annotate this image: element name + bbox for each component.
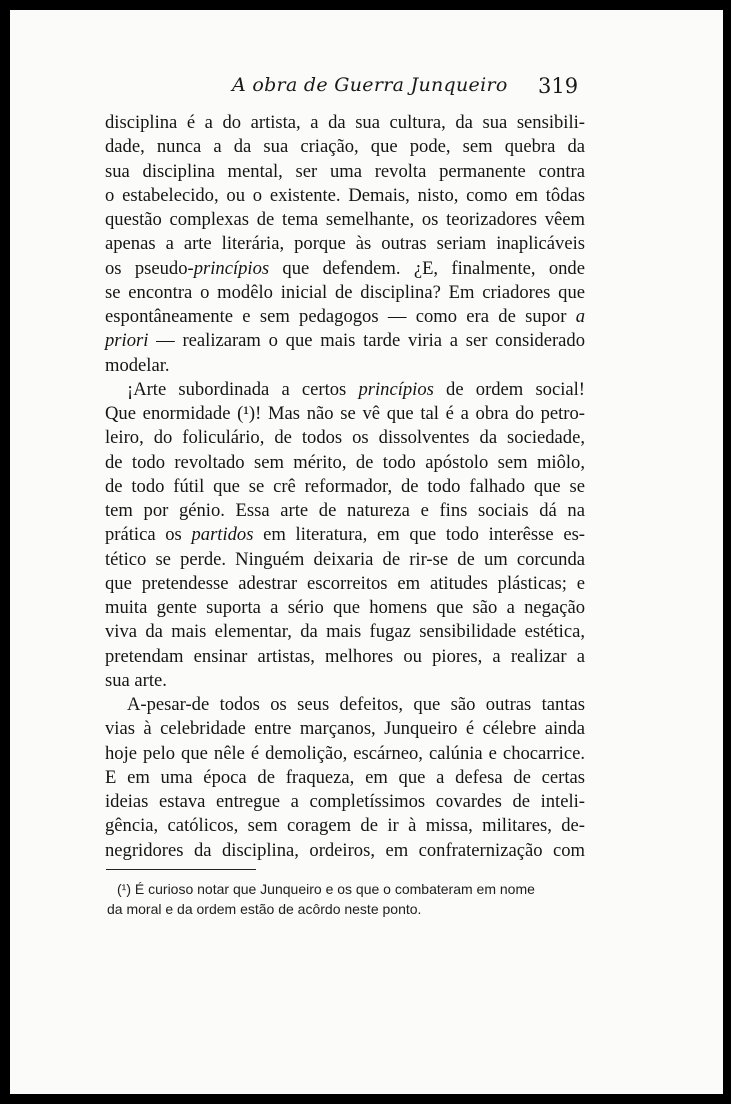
text-line: questão complexas de tema semelhante, os teorizadores vêem: [105, 209, 585, 230]
text-line: sua arte.: [105, 669, 167, 691]
text-line: sua disciplina mental, ser uma revolta permanente contra: [105, 160, 585, 182]
text-line: apenas a arte literária, porque às outras seriam inaplicáveis: [105, 233, 585, 255]
text-line: priori — realizaram o que mais tarde viria a ser considerado: [105, 330, 585, 352]
text-line: dade, nunca a da sua criação, que pode, sem quebra da: [105, 136, 585, 158]
text-line: modelar.: [105, 354, 170, 376]
text-line: que pretendesse adestrar escorreitos em atitudes plásticas; e: [105, 572, 585, 594]
text-line: disciplina é a do artista, a da sua cultura, da sua sensibili-: [105, 112, 585, 133]
text-line: o estabelecido, ou o existente. Demais, nisto, como em tôdas: [105, 184, 585, 206]
paragraph-3: [105, 693, 585, 863]
text-line: Que enormidade (¹)! Mas não se vê que tal é a obra do petro-: [105, 403, 585, 424]
text-line: de todo fútil que se crê reformador, de todo falhado que se: [105, 475, 585, 497]
text-line: prática os partidos em literatura, em que todo interêsse es-: [105, 524, 585, 546]
paragraph-1: [105, 111, 585, 378]
text-line: tem por génio. Essa arte de natureza e fins sociais dá na: [105, 500, 585, 521]
text-line: negridores da disciplina, ordeiros, em confraternização com: [105, 839, 585, 861]
text-line: hoje pelo que nêle é demolição, escárneo, calúnia e chocarrice.: [105, 742, 585, 764]
book-page: [10, 10, 723, 1094]
text-line: gência, católicos, sem coragem de ir à missa, militares, de-: [105, 815, 585, 837]
text-line: ideias estava entregue a completíssimos covardes de inteli-: [105, 791, 585, 812]
text-line: espontâneamente e sem pedagogos — como era de supor a: [105, 306, 585, 327]
footnote-text: É curioso notar que Junqueiro e os que o combateram em nome: [134, 881, 535, 897]
running-title: A obra de Guerra Junqueiro: [232, 74, 508, 96]
footnote-line-2: da moral e da ordem estão de acôrdo neste ponto.: [107, 901, 422, 917]
text-line: ¡Arte subordinada a certos princípios de ordem social!: [127, 378, 586, 400]
text-line: se encontra o modêlo inicial de disciplina? Em criadores que: [105, 281, 585, 303]
text-line: muita gente suporta a sério que homens que são a negação: [105, 597, 585, 618]
text-line: viva da mais elementar, da mais fugaz sensibilidade estética,: [105, 621, 585, 643]
footnote-line-1: [107, 879, 587, 899]
paragraph-2: [105, 378, 585, 693]
text-line: E em uma época de fraqueza, em que a defesa de certas: [105, 766, 585, 788]
footnote-rule: [106, 869, 256, 870]
footnote-marker: (¹): [117, 881, 131, 897]
text-line: de todo revoltado sem mérito, de todo apóstolo sem miôlo,: [105, 451, 585, 473]
text-line: pretendam ensinar artistas, melhores ou piores, a realizar a: [105, 645, 585, 667]
text-line: vias à celebridade entre marçanos, Junqueiro é célebre ainda: [105, 718, 585, 740]
text-line: tético se perde. Ninguém deixaria de rir-se de um corcunda: [105, 548, 585, 570]
text-line: leiro, do foliculário, de todos os dissolventes da sociedade,: [105, 427, 585, 449]
text-line: A-pesar-de todos os seus defeitos, que são outras tantas: [127, 694, 585, 715]
page-number: 319: [538, 74, 579, 98]
footnote: [107, 879, 587, 919]
text-line: os pseudo-princípios que defendem. ¿E, finalmente, onde: [105, 257, 585, 279]
body-text: [105, 111, 585, 863]
page-header: [10, 74, 723, 108]
